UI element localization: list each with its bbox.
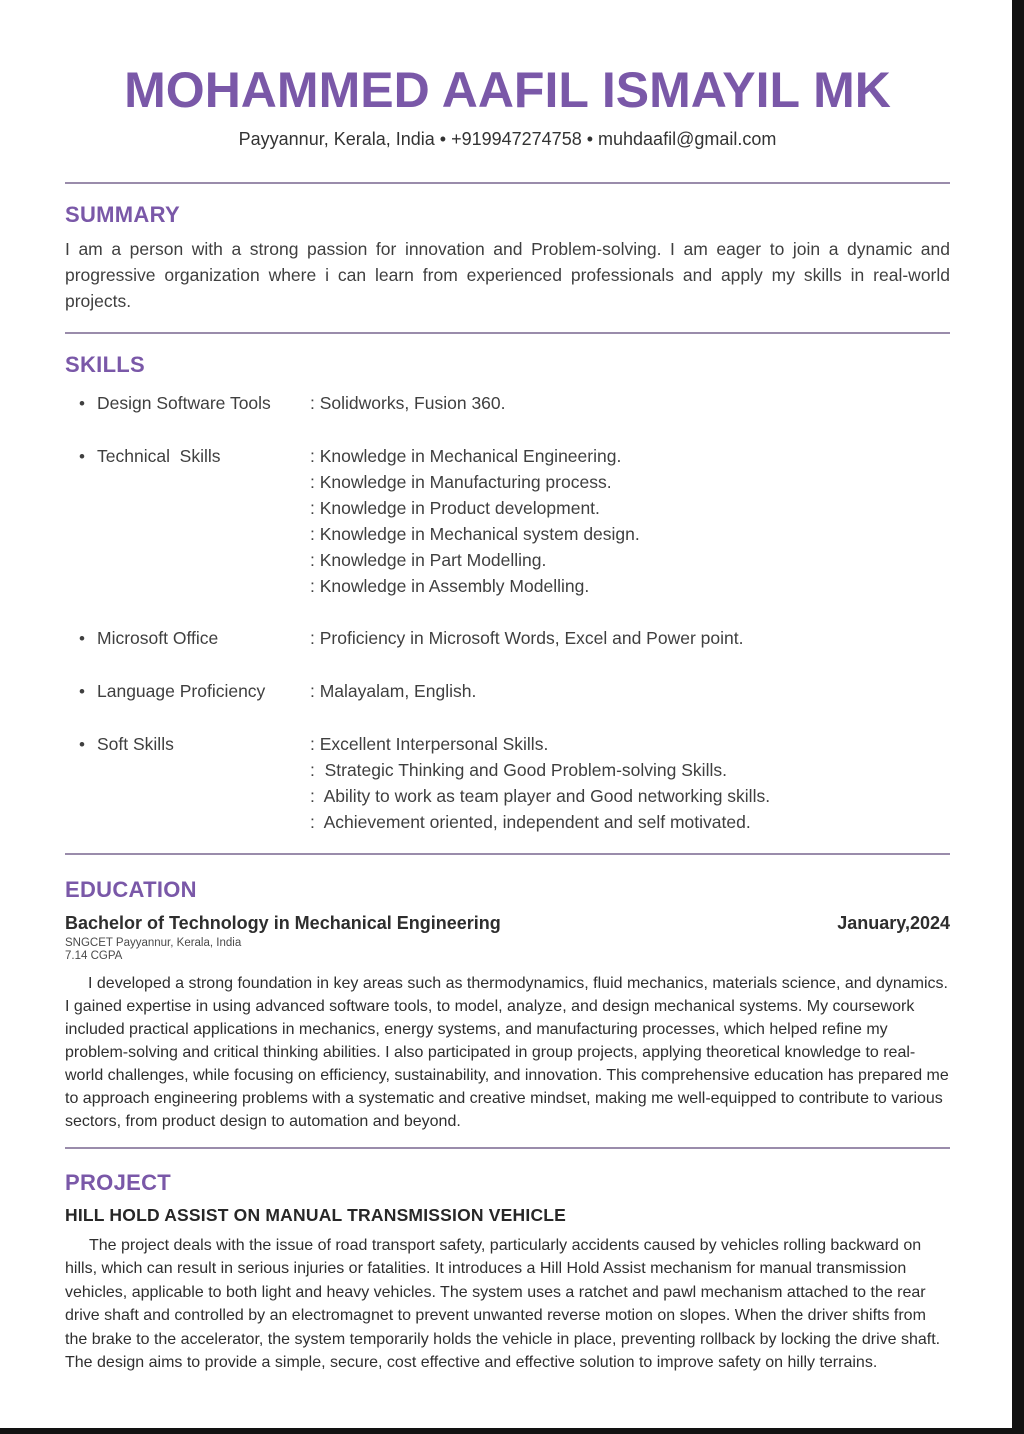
education-description: I developed a strong foundation in key areas such as thermodynamics, fluid mechanics, materials science, and dynamics. I gained expertise in using advanced software tools, to model, analyze, and design mechanical systems. My coursework included practical applications in mechanics, energy systems, and manufacturing processes, which helped refine my problem-solving and critical thinking abilities. I also participated in group projects, applying theoretical knowledge to real-world challenges, while focusing on efficiency, sustainability, and innovation. This comprehensive education has prepared me to approach engineering problems with a systematic and creative mindset, making me well-equipped to contribute to various sectors, from product design to automation and beyond. bbox=[65, 974, 949, 1130]
skill-label: Microsoft Office bbox=[97, 627, 219, 648]
skill-label: Language Proficiency bbox=[97, 680, 266, 701]
skill-label: Technical Skills bbox=[97, 445, 221, 466]
skill-details bbox=[310, 443, 950, 599]
skill-item-soft-skills bbox=[65, 731, 950, 835]
education-heading: EDUCATION bbox=[65, 876, 197, 902]
candidate-name: MOHAMMED AAFIL ISMAYIL MK bbox=[124, 62, 891, 118]
scan-border-right bbox=[1012, 0, 1024, 1434]
skill-detail-line: : Knowledge in Mechanical Engineering. bbox=[310, 445, 622, 466]
skill-detail-line: : Solidworks, Fusion 360. bbox=[310, 392, 506, 413]
scan-border-bottom bbox=[0, 1428, 1024, 1434]
skills-heading: SKILLS bbox=[65, 351, 146, 377]
skill-item-language bbox=[65, 678, 950, 705]
education-section bbox=[65, 877, 950, 1133]
skill-details bbox=[310, 625, 950, 651]
contact-line: Payyannur, Kerala, India • +919947274758 • muhdaafil@gmail.com bbox=[238, 128, 777, 149]
bullet-icon bbox=[65, 678, 97, 705]
bullet-icon bbox=[65, 390, 97, 417]
skill-detail-line: : Knowledge in Mechanical system design. bbox=[310, 523, 640, 544]
skill-detail-line: : Knowledge in Part Modelling. bbox=[310, 549, 547, 570]
skill-detail-line: : Knowledge in Assembly Modelling. bbox=[310, 575, 590, 596]
degree-date: January,2024 bbox=[837, 912, 950, 933]
skill-detail-line: : Ability to work as team player and Good networking skills. bbox=[310, 785, 771, 806]
section-divider bbox=[65, 853, 950, 855]
section-divider bbox=[65, 332, 950, 334]
skill-label: Soft Skills bbox=[97, 733, 174, 754]
section-divider bbox=[65, 1147, 950, 1149]
bullet-icon bbox=[65, 443, 97, 470]
project-title: HILL HOLD ASSIST ON MANUAL TRANSMISSION VEHICLE bbox=[65, 1204, 567, 1225]
bullet-icon bbox=[65, 731, 97, 758]
bullet-icon bbox=[65, 625, 97, 652]
skill-detail-line: : Proficiency in Microsoft Words, Excel and Power point. bbox=[310, 627, 744, 648]
summary-text: I am a person with a strong passion for innovation and Problem-solving. I am eager to join a dynamic and progressive organization where i can learn from experienced professionals and apply my skills in real-world projects. bbox=[65, 238, 950, 311]
summary-section bbox=[65, 202, 950, 314]
project-section bbox=[65, 1170, 950, 1375]
skill-detail-line: : Achievement oriented, independent and self motivated. bbox=[310, 811, 751, 832]
skill-item-microsoft-office bbox=[65, 625, 950, 652]
resume-header bbox=[65, 0, 950, 150]
skill-details bbox=[310, 731, 950, 835]
skills-section bbox=[65, 352, 950, 835]
skill-detail-line: : Knowledge in Product development. bbox=[310, 497, 600, 518]
degree-title: Bachelor of Technology in Mechanical Engineering bbox=[65, 912, 501, 933]
skill-details bbox=[310, 390, 950, 416]
skill-item-technical bbox=[65, 443, 950, 599]
gpa: 7.14 CGPA bbox=[65, 949, 123, 962]
skill-details bbox=[310, 678, 950, 704]
section-divider bbox=[65, 182, 950, 184]
summary-heading: SUMMARY bbox=[65, 201, 180, 227]
institution: SNGCET Payyannur, Kerala, India bbox=[65, 936, 242, 949]
degree-row bbox=[65, 913, 950, 934]
skill-detail-line: : Excellent Interpersonal Skills. bbox=[310, 733, 549, 754]
project-description: The project deals with the issue of road transport safety, particularly accidents caused by vehicles rolling backward on hills, which can result in serious injuries or fatalities. It introduces a Hill Hold Assist mechanism for manual transmission vehicles, applicable to both light and heavy vehicles. The system uses a ratchet and pawl mechanism attached to the rear drive shaft and controlled by an electromagnet to prevent unwanted reverse motion on slopes. When the driver shifts from the brake to the accelerator, the system temporarily holds the vehicle in place, preventing rollback by locking the drive shaft. The design aims to provide a simple, secure, cost effective and effective solution to improve safety on hilly terrains. bbox=[65, 1236, 941, 1371]
skill-label: Design Software Tools bbox=[97, 392, 271, 413]
skill-item-design-software bbox=[65, 390, 950, 417]
skill-detail-line: : Strategic Thinking and Good Problem-solving Skills. bbox=[310, 759, 727, 780]
skill-detail-line: : Malayalam, English. bbox=[310, 680, 477, 701]
project-heading: PROJECT bbox=[65, 1169, 172, 1195]
skills-list bbox=[65, 390, 950, 835]
skill-detail-line: : Knowledge in Manufacturing process. bbox=[310, 471, 612, 492]
